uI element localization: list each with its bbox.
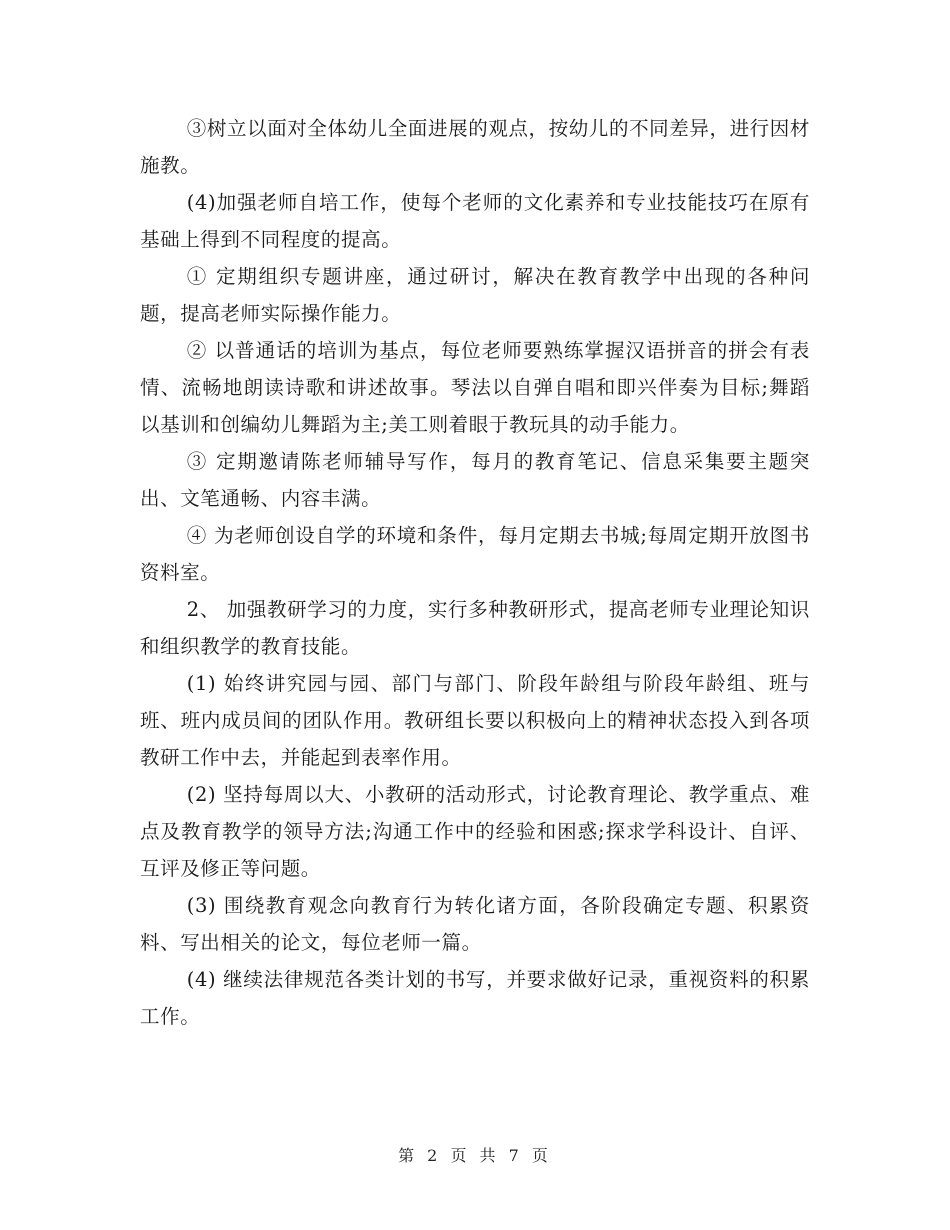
document-body	[140, 110, 810, 1035]
paragraph: 2、 加强教研学习的力度，实行多种教研形式，提高老师专业理论知识和组织教学的教育技能。	[140, 598, 810, 658]
paragraph: ① 定期组织专题讲座，通过研讨，解决在教育教学中出现的各种问题，提高老师实际操作能力。	[140, 265, 810, 325]
page-number-footer: 第 2 页 共 7 页	[398, 1146, 552, 1165]
paragraph: (1) 始终讲究园与园、部门与部门、阶段年龄组与阶段年龄组、班与班、班内成员间的团队作用。教研组长要以积极向上的精神状态投入到各项教研工作中去，并能起到表率作用。	[140, 672, 810, 769]
paragraph: ② 以普通话的培训为基点，每位老师要熟练掌握汉语拼音的拼会有表情、流畅地朗读诗歌和讲述故事。琴法以自弹自唱和即兴伴奏为目标;舞蹈以基训和创编幼儿舞蹈为主;美工则着眼于教玩具的动手能力。	[140, 339, 810, 436]
paragraph: (3) 围绕教育观念向教育行为转化诸方面，各阶段确定专题、积累资料、写出相关的论文，每位老师一篇。	[140, 894, 810, 954]
paragraph: (4) 继续法律规范各类计划的书写，并要求做好记录，重视资料的积累工作。	[140, 968, 810, 1028]
paragraph: (2) 坚持每周以大、小教研的活动形式，讨论教育理论、教学重点、难点及教育教学的领导方法;沟通工作中的经验和困惑;探求学科设计、自评、互评及修正等问题。	[140, 783, 810, 880]
paragraph: (4)加强老师自培工作，使每个老师的文化素养和专业技能技巧在原有基础上得到不同程度的提高。	[140, 191, 810, 251]
paragraph: ③ 定期邀请陈老师辅导写作，每月的教育笔记、信息采集要主题突出、文笔通畅、内容丰满。	[140, 450, 810, 510]
paragraph: ③树立以面对全体幼儿全面进展的观点，按幼儿的不同差异，进行因材施教。	[140, 117, 810, 177]
paragraph: ④ 为老师创设自学的环境和条件，每月定期去书城;每周定期开放图书资料室。	[140, 524, 810, 584]
